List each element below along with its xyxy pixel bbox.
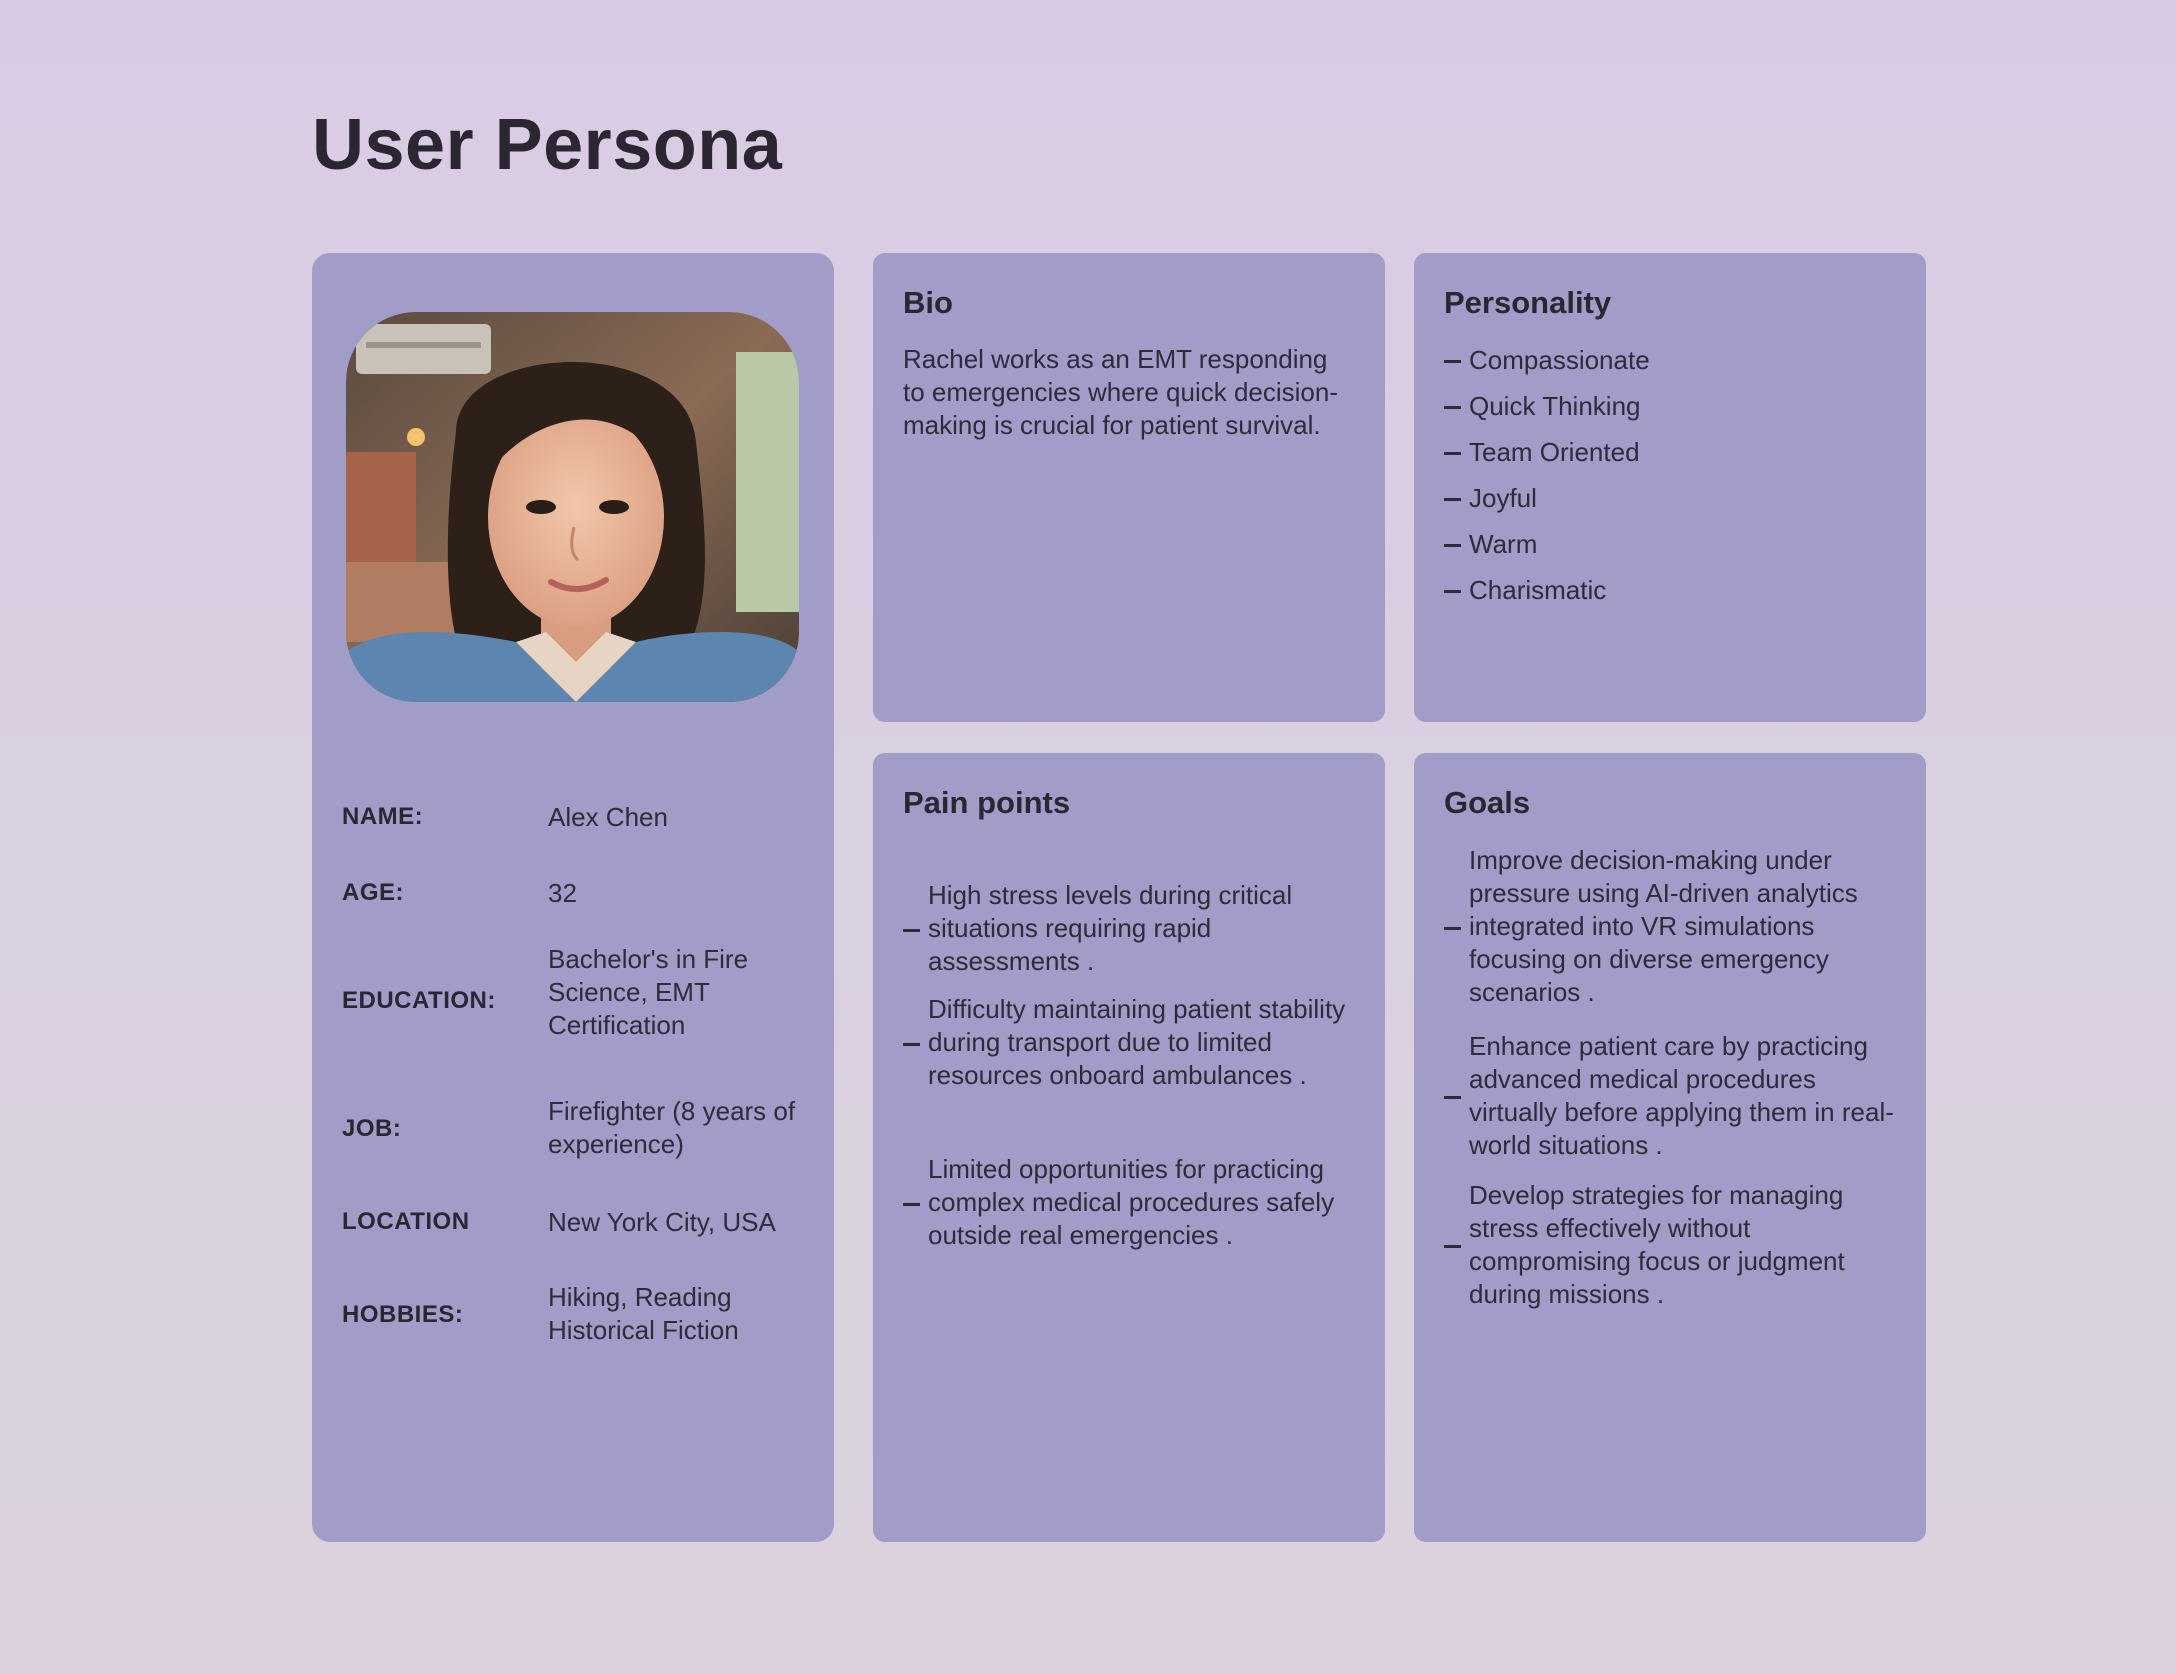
personality-card: [1414, 253, 1926, 722]
info-value: 32: [548, 878, 577, 908]
info-value: Hiking, Reading Historical Fiction: [548, 1282, 739, 1345]
list-item: [1444, 389, 1650, 435]
dash-icon: [1444, 498, 1461, 501]
list-item: [903, 993, 1368, 1092]
dash-icon: [1444, 1245, 1461, 1248]
goals-title: Goals: [1444, 785, 1531, 820]
bio-card: [873, 253, 1385, 722]
dash-icon: [1444, 1096, 1461, 1099]
dash-icon: [1444, 544, 1461, 547]
list-item: [903, 1153, 1368, 1252]
trait-label: Charismatic: [1469, 575, 1607, 605]
info-label: NAME:: [342, 803, 424, 830]
personality-title: Personality: [1444, 285, 1612, 320]
pain-point-text: Difficulty maintaining patient stability during transport due to limited resources onboard ambulances .: [928, 994, 1346, 1090]
dash-icon: [1444, 927, 1461, 930]
goal-text: Improve decision-making under pressure using AI-driven analytics integrated into VR simulations focusing on diverse emergency scenarios .: [1469, 845, 1858, 1007]
dash-icon: [903, 1203, 920, 1206]
dash-icon: [1444, 406, 1461, 409]
trait-label: Quick Thinking: [1469, 391, 1641, 421]
bio-text: Rachel works as an EMT responding to emergencies where quick decision-making is crucial for patient survival.: [903, 344, 1338, 440]
pain-point-text: Limited opportunities for practicing complex medical procedures safely outside real emergencies .: [928, 1154, 1335, 1250]
goals-card: [1414, 753, 1926, 1542]
dash-icon: [903, 1043, 920, 1046]
list-item: [1444, 1179, 1909, 1311]
goal-text: Develop strategies for managing stress effectively without compromising focus or judgment during missions .: [1469, 1180, 1845, 1309]
trait-label: Joyful: [1469, 483, 1537, 513]
dash-icon: [903, 929, 920, 932]
list-item: [1444, 844, 1909, 1009]
list-item: [903, 879, 1368, 978]
info-label: LOCATION: [342, 1208, 470, 1235]
info-label: HOBBIES:: [342, 1301, 464, 1328]
list-item: [1444, 435, 1650, 481]
info-value: New York City, USA: [548, 1207, 776, 1237]
info-value: Bachelor's in Fire Science, EMT Certification: [548, 944, 749, 1040]
trait-label: Team Oriented: [1469, 437, 1640, 467]
bio-title: Bio: [903, 285, 953, 320]
profile-card: [312, 253, 834, 1542]
list-item: [1444, 1030, 1909, 1162]
goal-text: Enhance patient care by practicing advanced medical procedures virtually before applying them in real-world situations .: [1469, 1031, 1894, 1160]
profile-photo: [346, 312, 799, 702]
list-item: [1444, 573, 1650, 619]
trait-label: Compassionate: [1469, 345, 1650, 375]
pain-points-card: [873, 753, 1385, 1542]
info-label: AGE:: [342, 879, 404, 906]
list-item: [1444, 527, 1650, 573]
list-item: [1444, 481, 1650, 527]
list-item: [1444, 343, 1650, 389]
pain-point-text: High stress levels during critical situations requiring rapid assessments .: [928, 880, 1293, 976]
pain-points-title: Pain points: [903, 785, 1071, 820]
dash-icon: [1444, 360, 1461, 363]
info-label: JOB:: [342, 1115, 402, 1142]
info-value: Firefighter (8 years of experience): [548, 1096, 796, 1159]
info-value: Alex Chen: [548, 802, 668, 832]
personality-list: [1444, 343, 1650, 619]
page-title: User Persona: [312, 105, 783, 185]
info-label: EDUCATION:: [342, 987, 496, 1014]
trait-label: Warm: [1469, 529, 1538, 559]
dash-icon: [1444, 590, 1461, 593]
dash-icon: [1444, 452, 1461, 455]
